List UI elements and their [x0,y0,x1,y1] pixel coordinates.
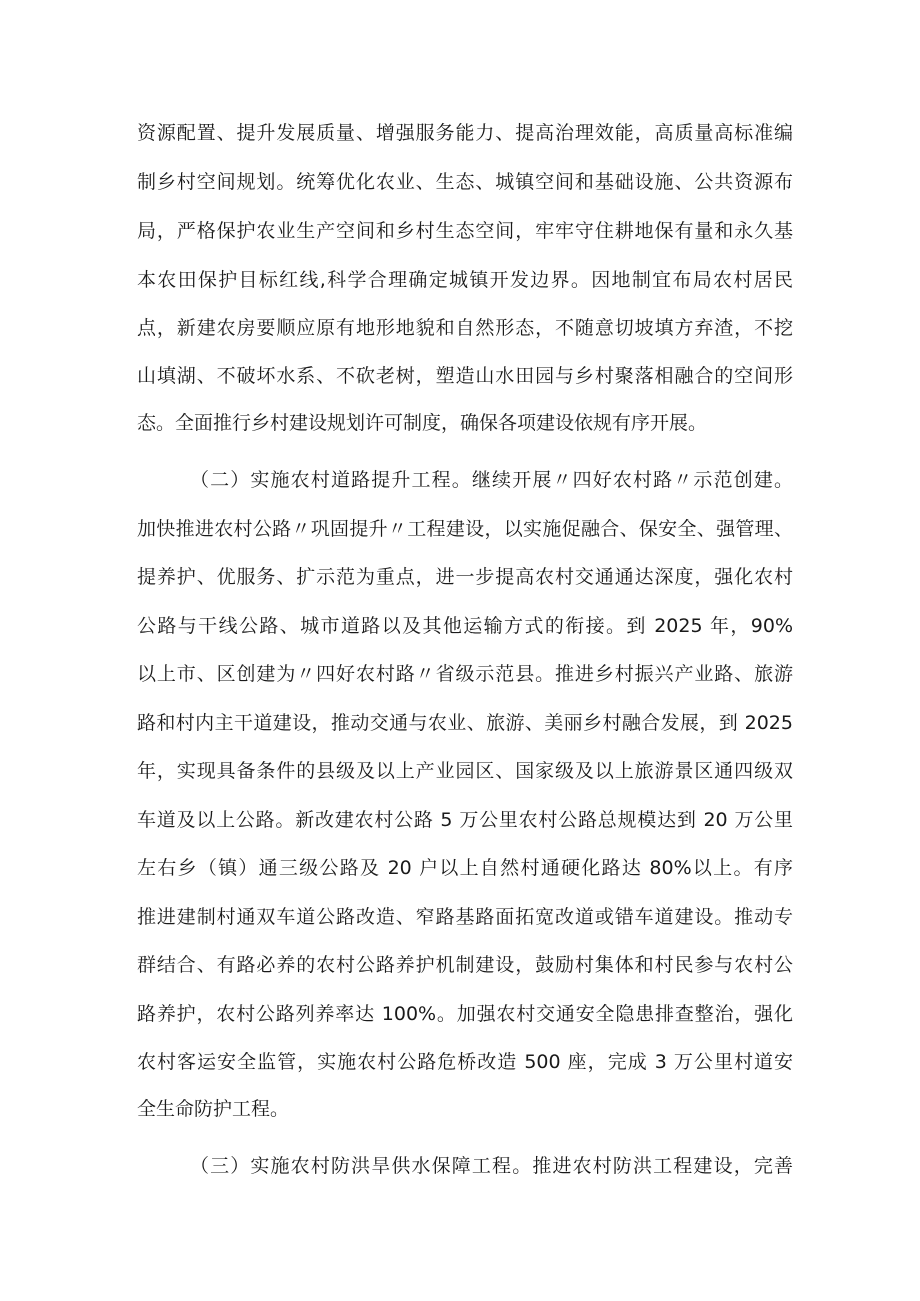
text-line: 全生命防护工程。 [137,1098,290,1120]
text-line: 加快推进农村公路〃巩固提升〃工程建设，以实施促融合、保安全、强管理、 [137,518,793,540]
text-line: 路养护，农村公路列养率达 100%。加强农村交通安全隐患排查整治，强化 [137,1003,793,1025]
text-line: 群结合、有路必养的农村公路养护机制建设，鼓励村集体和村民参与农村公 [137,954,793,976]
text-line: 推进建制村通双车道公路改造、窄路基路面拓宽改道或错车道建设。推动专 [137,906,793,928]
text-line: 路和村内主干道建设，推动交通与农业、旅游、美丽乡村融合发展，到 2025 [137,712,793,734]
text-line: 公路与干线公路、城市道路以及其他运输方式的衔接。到 2025 年，90% [137,615,793,637]
text-line: 以上市、区创建为〃四好农村路〃省级示范县。推进乡村振兴产业路、旅游 [137,663,793,685]
text-line: 山填湖、不破坏水系、不砍老树，塑造山水田园与乡村聚落相融合的空间形 [137,365,793,387]
text-line: 左右乡（镇）通三级公路及 20 户以上自然村通硬化路达 80%以上。有序 [137,857,793,879]
paragraph-heading-line: （三）实施农村防洪旱供水保障工程。推进农村防洪工程建设，完善 [190,1155,793,1177]
text-line: 年，实现具备条件的县级及以上产业园区、国家级及以上旅游景区通四级双 [137,760,793,782]
text-line: 车道及以上公路。新改建农村公路 5 万公里农村公路总规模达到 20 万公里 [137,809,793,831]
text-line: 农村客运安全监管，实施农村公路危桥改造 500 座，完成 3 万公里村道安 [137,1051,793,1073]
text-line: 提养护、优服务、扩示范为重点，进一步提高农村交通通达深度，强化农村 [137,566,793,588]
text-line: 态。全面推行乡村建设规划许可制度，确保各项建设依规有序开展。 [137,412,708,434]
text-line: 本农田保护目标红线,科学合理确定城镇开发边界。因地制宜布局农村居民 [137,269,793,291]
text-line: 资源配置、提升发展质量、增强服务能力、提高治理效能，高质量高标准编 [137,122,793,144]
text-line: 局，严格保护农业生产空间和乡村生态空间，牢牢守住耕地保有量和永久基 [137,220,793,242]
text-line: 点，新建农房要顺应原有地形地貌和自然形态，不随意切坡填方弃渣，不挖 [137,317,793,339]
text-line: 制乡村空间规划。统筹优化农业、生态、城镇空间和基础设施、公共资源布 [137,171,793,193]
paragraph-heading-line: （二）实施农村道路提升工程。继续开展〃四好农村路〃示范创建。 [190,469,793,491]
